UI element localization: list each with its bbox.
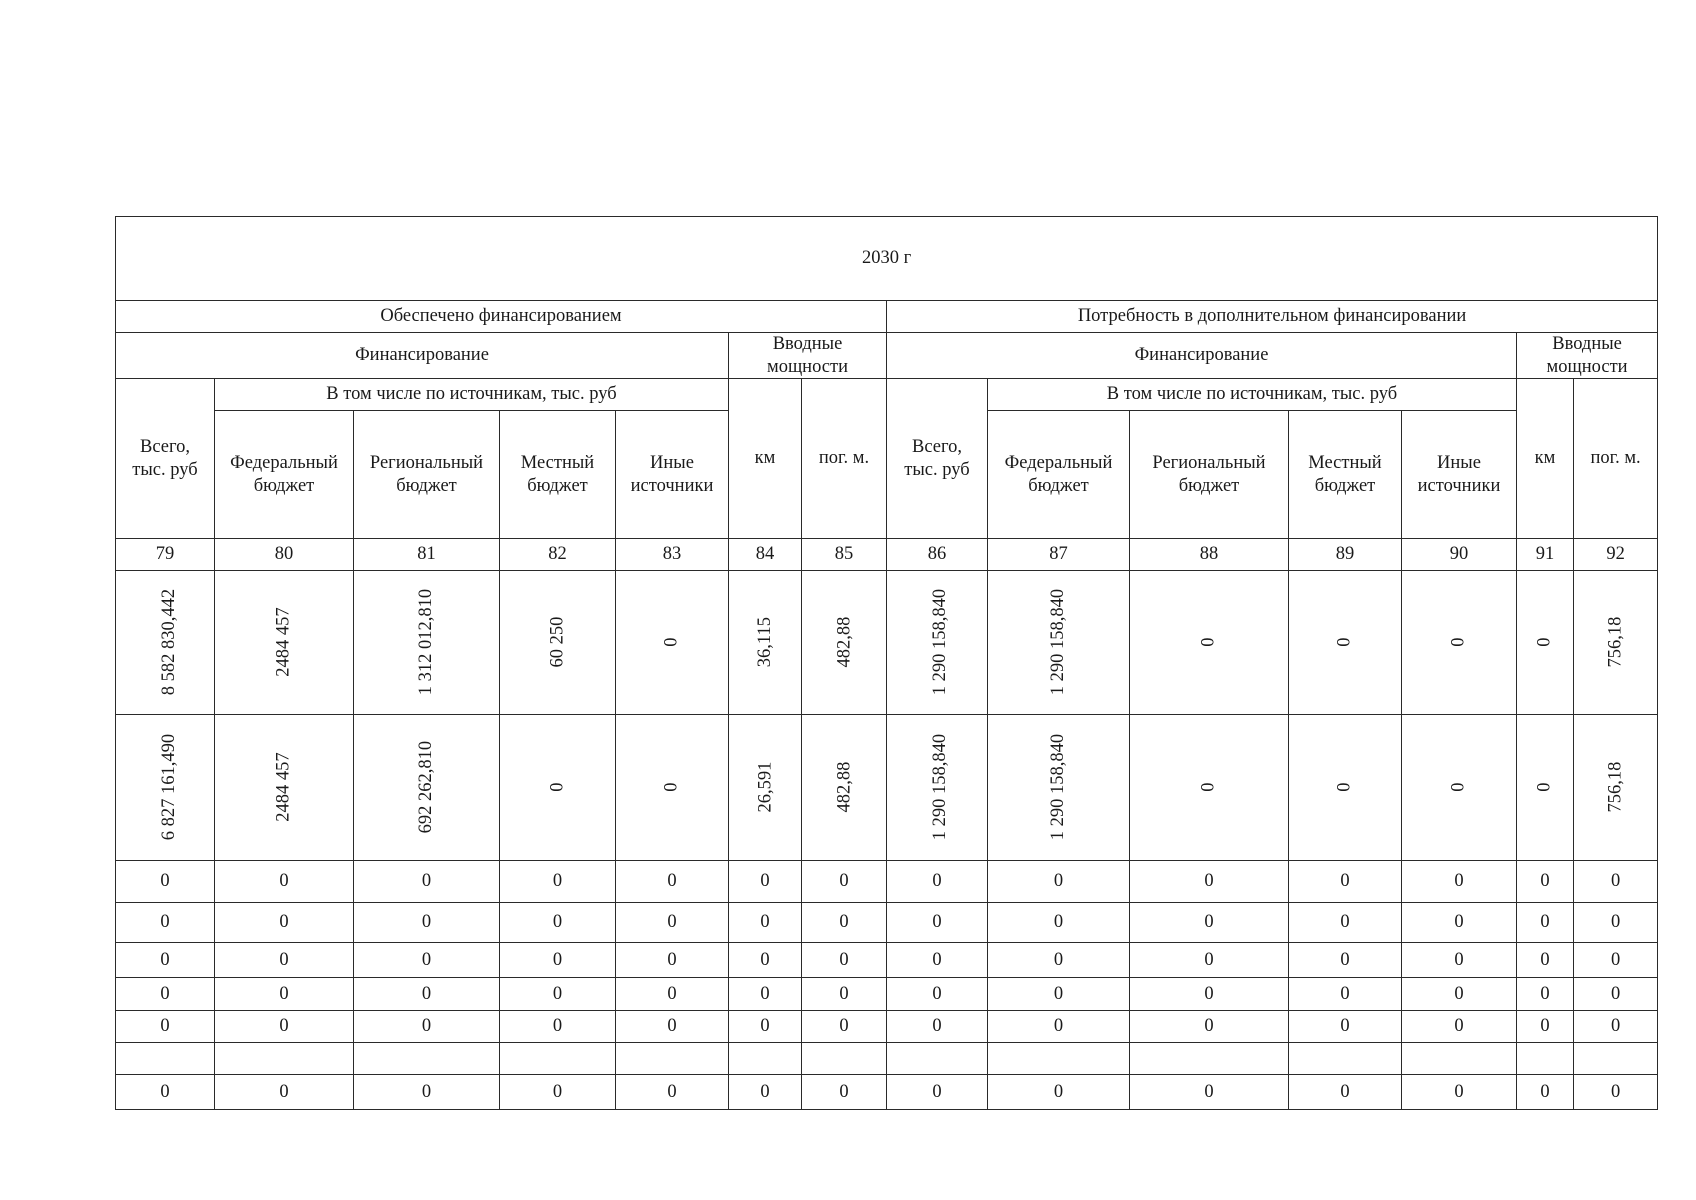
- cell-value: 0: [1454, 949, 1464, 970]
- cell-value: 0: [279, 983, 289, 1004]
- table-cell: [215, 715, 354, 861]
- column-number: 86: [887, 539, 988, 571]
- cell-value: 756,18: [1605, 617, 1626, 668]
- table-cell: [1289, 571, 1402, 715]
- table-cell: [1517, 715, 1574, 861]
- cell-value: 0: [1198, 637, 1219, 648]
- cell-value: 0: [1334, 637, 1355, 648]
- secured-regional-header: Региональный бюджет: [354, 411, 500, 539]
- cell-value: 0: [932, 983, 942, 1004]
- table-cell: [116, 861, 215, 903]
- additional-financing-header: Потребность в дополнительном финансировании: [887, 301, 1658, 333]
- cell-value: 0: [1540, 949, 1550, 970]
- cell-value: 0: [160, 912, 170, 933]
- table-cell: [354, 571, 500, 715]
- table-cell: [729, 903, 802, 943]
- table-cell: [802, 1043, 887, 1075]
- table-cell: [500, 571, 616, 715]
- table-cell: [215, 1075, 354, 1110]
- table-cell: [1289, 1043, 1402, 1075]
- secured-local-header: Местный бюджет: [500, 411, 616, 539]
- table-cell: [887, 571, 988, 715]
- table-cell: [1574, 715, 1658, 861]
- cell-value: 0: [839, 1081, 849, 1102]
- cell-value: 0: [421, 983, 432, 1004]
- table-cell: [1402, 715, 1517, 861]
- table-cell: [116, 903, 215, 943]
- table-cell: [802, 978, 887, 1011]
- table-cell: [1130, 1043, 1289, 1075]
- table-cell: [1402, 1011, 1517, 1043]
- cell-value: 482,88: [833, 762, 854, 813]
- secured-capacity-label: Вводные мощности: [729, 333, 887, 379]
- cell-value: 0: [1198, 782, 1219, 793]
- cell-value: 0: [760, 871, 770, 892]
- table-cell: [729, 715, 802, 861]
- table-cell: [1289, 978, 1402, 1011]
- table-cell: [116, 1075, 215, 1110]
- additional-sources-header: В том числе по источникам, тыс. руб: [988, 379, 1517, 411]
- table-cell: [500, 861, 616, 903]
- table-cell: [1289, 1075, 1402, 1110]
- cell-value: 0: [667, 912, 677, 933]
- cell-value: 1 290 158,840: [1048, 589, 1069, 696]
- cell-value: 0: [1334, 782, 1355, 793]
- cell-value: 0: [1340, 1016, 1350, 1037]
- table-cell: [616, 715, 729, 861]
- table-cell: [1402, 978, 1517, 1011]
- table-cell: [215, 571, 354, 715]
- table-cell: [1574, 571, 1658, 715]
- table-cell: [1402, 861, 1517, 903]
- table-cell: [354, 1043, 500, 1075]
- cell-value: 0: [1540, 871, 1550, 892]
- table-row: [116, 715, 1658, 861]
- table-cell: [116, 1043, 215, 1075]
- cell-value: 60 250: [547, 617, 568, 668]
- cell-value: 0: [279, 1016, 289, 1037]
- cell-value: 0: [1454, 1016, 1464, 1037]
- column-number: 81: [354, 539, 500, 571]
- table-cell: [1402, 1043, 1517, 1075]
- table-cell: [887, 715, 988, 861]
- cell-value: 0: [1540, 1016, 1550, 1037]
- cell-value: 0: [1204, 983, 1214, 1004]
- table-row: [116, 1011, 1658, 1043]
- table-cell: [1130, 943, 1289, 978]
- cell-value: 0: [279, 1081, 289, 1102]
- table-cell: [500, 1075, 616, 1110]
- cell-value: 0: [760, 1016, 770, 1037]
- cell-value: 0: [421, 912, 432, 933]
- additional-other-header: Иные источники: [1402, 411, 1517, 539]
- cell-value: 1 290 158,840: [930, 734, 951, 841]
- cell-value: 0: [760, 949, 770, 970]
- table-cell: [802, 1011, 887, 1043]
- additional-local-header: Местный бюджет: [1289, 411, 1402, 539]
- column-number: 80: [215, 539, 354, 571]
- cell-value: 2484 457: [273, 607, 294, 678]
- cell-value: 0: [552, 983, 563, 1004]
- table-cell: [1517, 943, 1574, 978]
- table-cell: [500, 1043, 616, 1075]
- table-cell: [1574, 1075, 1658, 1110]
- table-cell: [354, 903, 500, 943]
- cell-value: 0: [1204, 871, 1214, 892]
- additional-total-header: Всего, тыс. руб: [887, 379, 988, 539]
- cell-value: 0: [1448, 637, 1469, 648]
- table-cell: [988, 1043, 1130, 1075]
- cell-value: 0: [667, 949, 677, 970]
- table-cell: [616, 1043, 729, 1075]
- table-cell: [1130, 978, 1289, 1011]
- table-row: [116, 571, 1658, 715]
- table-cell: [1289, 1011, 1402, 1043]
- cell-value: 0: [1053, 949, 1064, 970]
- cell-value: 0: [839, 983, 849, 1004]
- table-cell: [887, 1043, 988, 1075]
- cell-value: 0: [1610, 949, 1621, 970]
- table-cell: [1289, 903, 1402, 943]
- table-cell: [802, 943, 887, 978]
- cell-value: 0: [1534, 782, 1555, 793]
- cell-value: 0: [279, 912, 289, 933]
- secured-total-header: Всего, тыс. руб: [116, 379, 215, 539]
- cell-value: 0: [1610, 912, 1621, 933]
- table-cell: [1574, 903, 1658, 943]
- cell-value: 0: [1454, 1081, 1464, 1102]
- additional-financing-label: Финансирование: [887, 333, 1517, 379]
- table-cell: [1517, 903, 1574, 943]
- cell-value: 0: [552, 912, 563, 933]
- cell-value: 0: [1454, 983, 1464, 1004]
- table-cell: [1517, 1011, 1574, 1043]
- table-cell: [887, 1075, 988, 1110]
- cell-value: 1 290 158,840: [930, 589, 951, 696]
- table-cell: [354, 715, 500, 861]
- cell-value: 0: [1340, 983, 1350, 1004]
- cell-value: 0: [1454, 871, 1464, 892]
- table-cell: [215, 1043, 354, 1075]
- cell-value: 0: [1340, 912, 1350, 933]
- cell-value: 0: [421, 1016, 432, 1037]
- cell-value: 0: [932, 1016, 942, 1037]
- column-number: 88: [1130, 539, 1289, 571]
- table-cell: [354, 1075, 500, 1110]
- cell-value: 0: [552, 1081, 563, 1102]
- additional-km-header: км: [1517, 379, 1574, 539]
- cell-value: 0: [160, 949, 170, 970]
- table-cell: [887, 861, 988, 903]
- table-cell: [887, 1011, 988, 1043]
- column-number: 82: [500, 539, 616, 571]
- column-number: 89: [1289, 539, 1402, 571]
- table-cell: [1517, 978, 1574, 1011]
- additional-federal-header: Федеральный бюджет: [988, 411, 1130, 539]
- table-cell: [887, 943, 988, 978]
- table-cell: [1130, 903, 1289, 943]
- table-cell: [802, 1075, 887, 1110]
- cell-value: 0: [1204, 1016, 1214, 1037]
- cell-value: 6 827 161,490: [159, 734, 180, 841]
- column-number: 79: [116, 539, 215, 571]
- additional-pog-header: пог. м.: [1574, 379, 1658, 539]
- table-cell: [988, 978, 1130, 1011]
- cell-value: 0: [667, 871, 677, 892]
- cell-value: 0: [1053, 1081, 1064, 1102]
- cell-value: 756,18: [1605, 762, 1626, 813]
- cell-value: 0: [661, 782, 682, 793]
- table-cell: [500, 943, 616, 978]
- secured-km-header: км: [729, 379, 802, 539]
- table-cell: [116, 715, 215, 861]
- cell-value: 0: [1540, 983, 1550, 1004]
- table-cell: [887, 978, 988, 1011]
- table-cell: [500, 978, 616, 1011]
- table-cell: [1289, 943, 1402, 978]
- table-cell: [215, 903, 354, 943]
- cell-value: 0: [421, 949, 432, 970]
- cell-value: 0: [1540, 912, 1550, 933]
- table-row: [116, 861, 1658, 903]
- cell-value: 0: [160, 1016, 170, 1037]
- cell-value: 0: [1053, 871, 1064, 892]
- secured-sources-header: В том числе по источникам, тыс. руб: [215, 379, 729, 411]
- table-cell: [988, 1011, 1130, 1043]
- table-cell: [500, 1011, 616, 1043]
- cell-value: 0: [661, 637, 682, 648]
- cell-value: 0: [1448, 782, 1469, 793]
- table-cell: [354, 1011, 500, 1043]
- table-cell: [116, 1011, 215, 1043]
- table-cell: [116, 571, 215, 715]
- cell-value: 0: [1540, 1081, 1550, 1102]
- cell-value: 0: [932, 912, 942, 933]
- table-cell: [1402, 571, 1517, 715]
- table-row: [116, 1075, 1658, 1110]
- secured-other-header: Иные источники: [616, 411, 729, 539]
- table-cell: [215, 1011, 354, 1043]
- cell-value: 482,88: [833, 617, 854, 668]
- cell-value: 2484 457: [273, 752, 294, 823]
- cell-value: 0: [1610, 983, 1621, 1004]
- table-cell: [988, 943, 1130, 978]
- table-cell: [729, 943, 802, 978]
- table-cell: [1289, 715, 1402, 861]
- table-cell: [616, 571, 729, 715]
- table-cell: [1574, 978, 1658, 1011]
- cell-value: 0: [1610, 1016, 1621, 1037]
- cell-value: 0: [160, 983, 170, 1004]
- cell-value: 0: [1534, 637, 1555, 648]
- cell-value: 0: [667, 1016, 677, 1037]
- table-cell: [354, 861, 500, 903]
- cell-value: 0: [552, 949, 563, 970]
- cell-value: 0: [760, 912, 770, 933]
- cell-value: 0: [547, 782, 568, 793]
- table-cell: [988, 861, 1130, 903]
- table-cell: [616, 1011, 729, 1043]
- table-cell: [1517, 861, 1574, 903]
- table-cell: [1402, 1075, 1517, 1110]
- cell-value: 0: [1610, 1081, 1621, 1102]
- table-cell: [215, 978, 354, 1011]
- cell-value: 0: [279, 949, 289, 970]
- table-cell: [1574, 943, 1658, 978]
- table-cell: [215, 943, 354, 978]
- table-cell: [802, 861, 887, 903]
- column-number: 90: [1402, 539, 1517, 571]
- table-cell: [729, 861, 802, 903]
- cell-value: 0: [1340, 871, 1350, 892]
- column-number: 92: [1574, 539, 1658, 571]
- cell-value: 8 582 830,442: [159, 589, 180, 696]
- additional-regional-header: Региональный бюджет: [1130, 411, 1289, 539]
- cell-value: 0: [1204, 949, 1214, 970]
- column-number: 87: [988, 539, 1130, 571]
- cell-value: 0: [1053, 912, 1064, 933]
- table-cell: [729, 1075, 802, 1110]
- column-number: 83: [616, 539, 729, 571]
- table-cell: [802, 571, 887, 715]
- table-cell: [802, 903, 887, 943]
- cell-value: 692 262,810: [416, 741, 437, 834]
- cell-value: 0: [1204, 1081, 1214, 1102]
- cell-value: 0: [760, 983, 770, 1004]
- cell-value: 0: [932, 1081, 942, 1102]
- cell-value: 0: [279, 871, 289, 892]
- table-row: [116, 978, 1658, 1011]
- table-cell: [887, 903, 988, 943]
- cell-value: 0: [839, 871, 849, 892]
- table-cell: [616, 978, 729, 1011]
- cell-value: 0: [1610, 871, 1621, 892]
- cell-value: 0: [667, 983, 677, 1004]
- table-cell: [1402, 943, 1517, 978]
- financing-table: [115, 216, 1658, 1110]
- cell-value: 26,591: [754, 762, 775, 813]
- secured-financing-label: Финансирование: [116, 333, 729, 379]
- table-cell: [354, 978, 500, 1011]
- table-cell: [729, 571, 802, 715]
- table-cell: [1574, 1043, 1658, 1075]
- cell-value: 0: [1204, 912, 1214, 933]
- additional-capacity-label: Вводные мощности: [1517, 333, 1658, 379]
- table-cell: [354, 943, 500, 978]
- table-cell: [1130, 1011, 1289, 1043]
- year-title: 2030 г: [116, 217, 1658, 301]
- cell-value: 0: [839, 1016, 849, 1037]
- column-numbers-row: [116, 539, 1658, 571]
- table-cell: [729, 978, 802, 1011]
- table-cell: [116, 978, 215, 1011]
- table-cell: [988, 571, 1130, 715]
- cell-value: 0: [667, 1081, 677, 1102]
- table-cell: [1130, 571, 1289, 715]
- cell-value: 0: [421, 871, 432, 892]
- table-cell: [616, 943, 729, 978]
- cell-value: 0: [932, 871, 942, 892]
- cell-value: 1 312 012,810: [416, 589, 437, 696]
- cell-value: 1 290 158,840: [1048, 734, 1069, 841]
- table-cell: [988, 903, 1130, 943]
- table-cell: [802, 715, 887, 861]
- cell-value: 0: [839, 949, 849, 970]
- cell-value: 0: [1454, 912, 1464, 933]
- table-cell: [1574, 1011, 1658, 1043]
- table-cell: [1130, 715, 1289, 861]
- cell-value: 0: [421, 1081, 432, 1102]
- table-cell: [1517, 1075, 1574, 1110]
- cell-value: 0: [839, 912, 849, 933]
- column-number: 84: [729, 539, 802, 571]
- cell-value: 36,115: [754, 617, 775, 668]
- table-cell: [729, 1011, 802, 1043]
- table-cell: [988, 715, 1130, 861]
- table-row: [116, 903, 1658, 943]
- column-number: 85: [802, 539, 887, 571]
- secured-federal-header: Федеральный бюджет: [215, 411, 354, 539]
- cell-value: 0: [760, 1081, 770, 1102]
- table-cell: [616, 1075, 729, 1110]
- cell-value: 0: [552, 1016, 563, 1037]
- cell-value: 0: [1053, 1016, 1064, 1037]
- cell-value: 0: [932, 949, 942, 970]
- secured-financing-header: Обеспечено финансированием: [116, 301, 887, 333]
- table-cell: [616, 903, 729, 943]
- cell-value: 0: [160, 871, 170, 892]
- table-cell: [616, 861, 729, 903]
- cell-value: 0: [552, 871, 563, 892]
- table-cell: [116, 943, 215, 978]
- table-row: [116, 1043, 1658, 1075]
- column-number: 91: [1517, 539, 1574, 571]
- cell-value: 0: [1340, 949, 1350, 970]
- table-cell: [1130, 1075, 1289, 1110]
- table-cell: [500, 715, 616, 861]
- cell-value: 0: [1053, 983, 1064, 1004]
- secured-pog-header: пог. м.: [802, 379, 887, 539]
- cell-value: 0: [160, 1081, 170, 1102]
- cell-value: 0: [1340, 1081, 1350, 1102]
- table-cell: [1130, 861, 1289, 903]
- table-cell: [1402, 903, 1517, 943]
- table-cell: [215, 861, 354, 903]
- table-cell: [729, 1043, 802, 1075]
- table-cell: [1517, 571, 1574, 715]
- table-cell: [1517, 1043, 1574, 1075]
- table-cell: [1289, 861, 1402, 903]
- table-row: [116, 943, 1658, 978]
- table-cell: [500, 903, 616, 943]
- table-cell: [988, 1075, 1130, 1110]
- table-cell: [1574, 861, 1658, 903]
